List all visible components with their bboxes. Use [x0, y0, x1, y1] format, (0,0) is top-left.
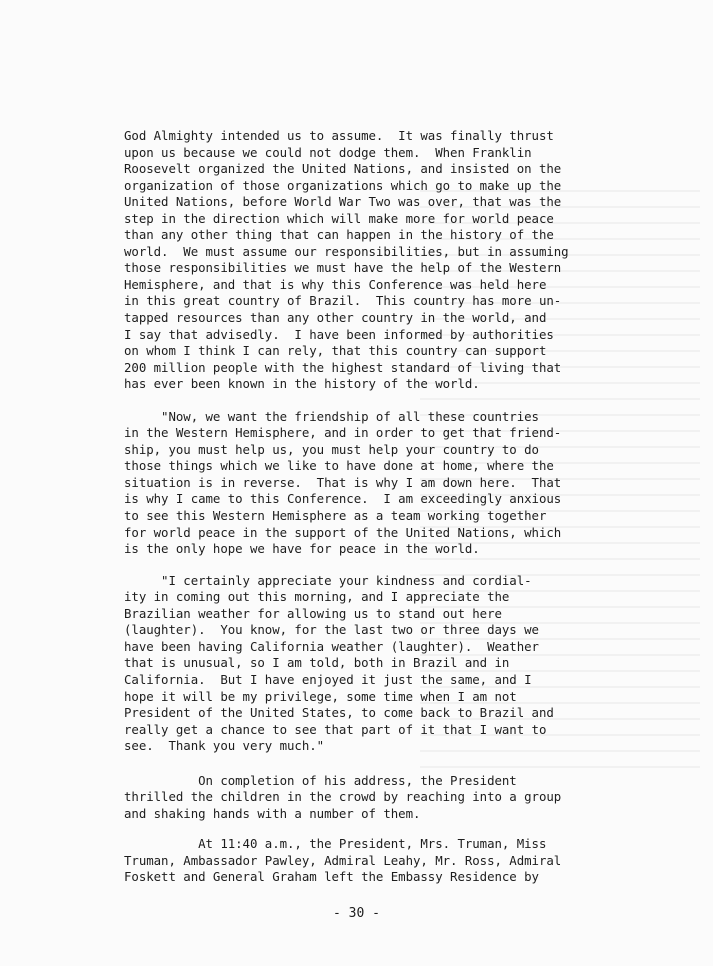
paragraph-appreciation-quote [124, 573, 604, 755]
text-line: really get a chance to see that part of it that I want to [124, 721, 547, 737]
paragraph-friendship-quote [124, 409, 604, 558]
text-line: 200 million people with the highest standard of living that [124, 359, 562, 375]
text-line: I say that advisedly. I have been informed by authorities [124, 326, 554, 342]
text-line: see. Thank you very much." [124, 738, 325, 754]
text-line: Roosevelt organized the United Nations, and insisted on the [124, 161, 562, 177]
text-line: situation is in reverse. That is why I am down here. That [124, 474, 562, 490]
body-text [124, 128, 604, 886]
text-line: those responsibilities we must have the help of the Western [124, 260, 562, 276]
text-line: thrilled the children in the crowd by reaching into a group [124, 789, 562, 805]
text-line: "I certainly appreciate your kindness and cordial- [124, 572, 532, 588]
text-line: At 11:40 a.m., the President, Mrs. Truman, Miss [124, 836, 547, 852]
text-line: Brazilian weather for allowing us to stand out here [124, 605, 502, 621]
paragraph-completion [124, 773, 604, 823]
text-line: in the Western Hemisphere, and in order to get that friend- [124, 425, 562, 441]
text-line: "Now, we want the friendship of all these countries [124, 408, 539, 424]
text-line: is the only hope we have for peace in the world. [124, 541, 480, 557]
text-line: to see this Western Hemisphere as a team working together [124, 508, 547, 524]
text-line: world. We must assume our responsibilities, but in assuming [124, 243, 569, 259]
text-line: upon us because we could not dodge them. When Franklin [124, 144, 532, 160]
text-line: organization of those organizations which go to make up the [124, 177, 562, 193]
text-line: has ever been known in the history of the world. [124, 376, 480, 392]
text-line: Foskett and General Graham left the Embassy Residence by [124, 869, 539, 885]
text-line: President of the United States, to come back to Brazil and [124, 705, 554, 721]
text-line: for world peace in the support of the United Nations, which [124, 524, 562, 540]
text-line: Hemisphere, and that is why this Conference was held here [124, 276, 547, 292]
text-line: than any other thing that can happen in the history of the [124, 227, 554, 243]
text-line: on whom I think I can rely, that this country can support [124, 343, 547, 359]
paragraph-departure [124, 836, 604, 886]
page-number: - 30 - [333, 906, 380, 921]
text-line: that is unusual, so I am told, both in Brazil and in [124, 655, 510, 671]
text-line: is why I came to this Conference. I am exceedingly anxious [124, 491, 562, 507]
text-line: (laughter). You know, for the last two or three days we [124, 622, 539, 638]
text-line: step in the direction which will make more for world peace [124, 210, 554, 226]
text-line: United Nations, before World War Two was over, that was the [124, 194, 562, 210]
text-line: On completion of his address, the President [124, 772, 517, 788]
text-line: and shaking hands with a number of them. [124, 805, 421, 821]
text-line: have been having California weather (laughter). Weather [124, 638, 539, 654]
text-line: ship, you must help us, you must help your country to do [124, 441, 539, 457]
text-line: in this great country of Brazil. This country has more un- [124, 293, 562, 309]
text-line: hope it will be my privilege, some time when I am not [124, 688, 517, 704]
text-line: God Almighty intended us to assume. It was finally thrust [124, 128, 554, 143]
text-line: tapped resources than any other country in the world, and [124, 310, 547, 326]
text-line: ity in coming out this morning, and I appreciate the [124, 589, 510, 605]
text-line: California. But I have enjoyed it just the same, and I [124, 671, 532, 687]
text-line: those things which we like to have done at home, where the [124, 458, 554, 474]
text-line: Truman, Ambassador Pawley, Admiral Leahy, Mr. Ross, Admiral [124, 852, 562, 868]
paragraph-continuation [124, 128, 604, 393]
